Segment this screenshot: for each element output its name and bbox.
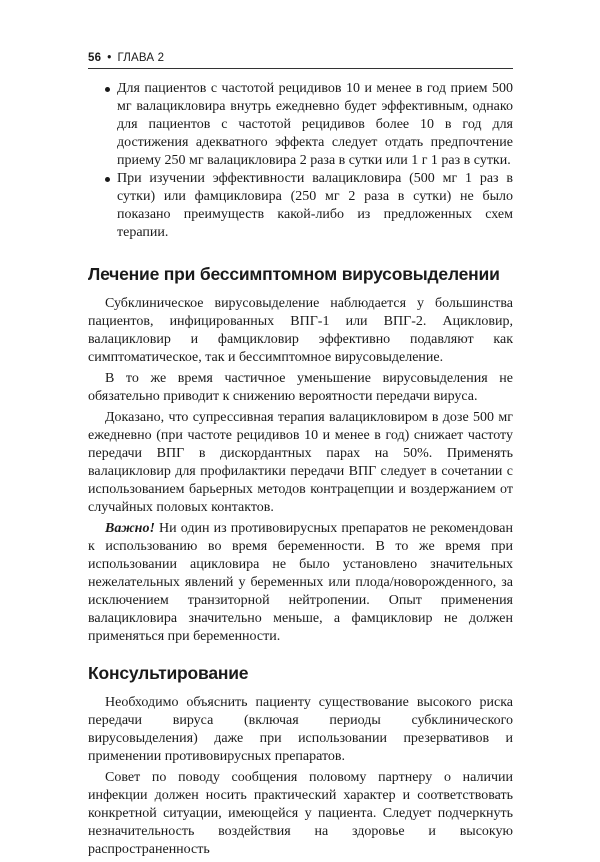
page-number: 56 — [88, 52, 102, 64]
paragraph — [88, 520, 513, 646]
header-separator: • — [107, 52, 112, 64]
list-item-text: Для пациентов с частотой рецидивов 10 и менее в год прием 500 мг валацикловира внутрь ежедневно будет эффективным, однако для пациентов с частотой рецидивов более 10 в год для достижения адекватного эффекта следует отдать предпочтение приему 250 мг валацикловира 2 раза в сутки или 1 г 1 раз в сутки. — [117, 81, 513, 168]
emphasis-label: Важно! — [105, 521, 155, 536]
paragraph: Необходимо объяснить пациенту существование высокого риска передачи вируса (включая периоды субклинического вирусовыделения) даже при использовании презервативов и применении противовирусных препаратов. — [88, 695, 513, 764]
list-item — [88, 80, 513, 170]
bullet-list — [88, 80, 513, 242]
section-heading: Лечение при бессимптомном вирусовыделении — [88, 264, 500, 284]
header-rule — [88, 68, 513, 69]
bullet-icon — [105, 87, 110, 92]
running-head — [88, 52, 513, 64]
page-body — [88, 80, 513, 862]
chapter-label: ГЛАВА 2 — [117, 52, 165, 64]
paragraph: Совет по поводу сообщения половому партнеру о наличии инфекции должен носить практический характер и соответствовать конкретной ситуации, имеющейся у пациента. Следует подчеркнуть незначительность воздействия на здоровье и высокую распространенность — [88, 770, 513, 857]
section-heading: Консультирование — [88, 663, 249, 683]
paragraph-text: Ни один из противовирусных препаратов не рекомендован к использованию во время беременности. В то же время при использовании ацикловира не было установлено значительных нежелательных явлений у беременных или плода/новорожденного, за исключением транзиторной нейтропении. Опыт применения валацикловира значительно меньше, а фамцикловир не должен применяться при беременности. — [88, 521, 513, 644]
list-item — [88, 170, 513, 242]
bullet-icon — [105, 177, 110, 182]
list-item-text: При изучении эффективности валацикловира (500 мг 1 раз в сутки) или фамцикловира (250 мг 2 раза в сутки) не было показано преимуществ какой-либо из предложенных схем терапии. — [117, 171, 513, 240]
paragraph: Доказано, что супрессивная терапия валацикловиром в дозе 500 мг ежедневно (при частоте рецидивов 10 и менее в год) снижает частоту передачи ВПГ в дискордантных парах на 50%. Применять валацикловир для профилактики передачи ВПГ следует в сочетании с использованием барьерных методов контрацепции и воздержанием от случайных половых контактов. — [88, 410, 513, 515]
paragraph: Субклиническое вирусовыделение наблюдается у большинства пациентов, инфицированных ВПГ-1 или ВПГ-2. Ацикловир, валацикловир и фамцикловир эффективно подавляют как симптоматическое, так и бессимптомное вирусовыделение. — [88, 296, 513, 365]
paragraph: В то же время частичное уменьшение вирусовыделения не обязательно приводит к снижению вероятности передачи вируса. — [88, 371, 513, 404]
